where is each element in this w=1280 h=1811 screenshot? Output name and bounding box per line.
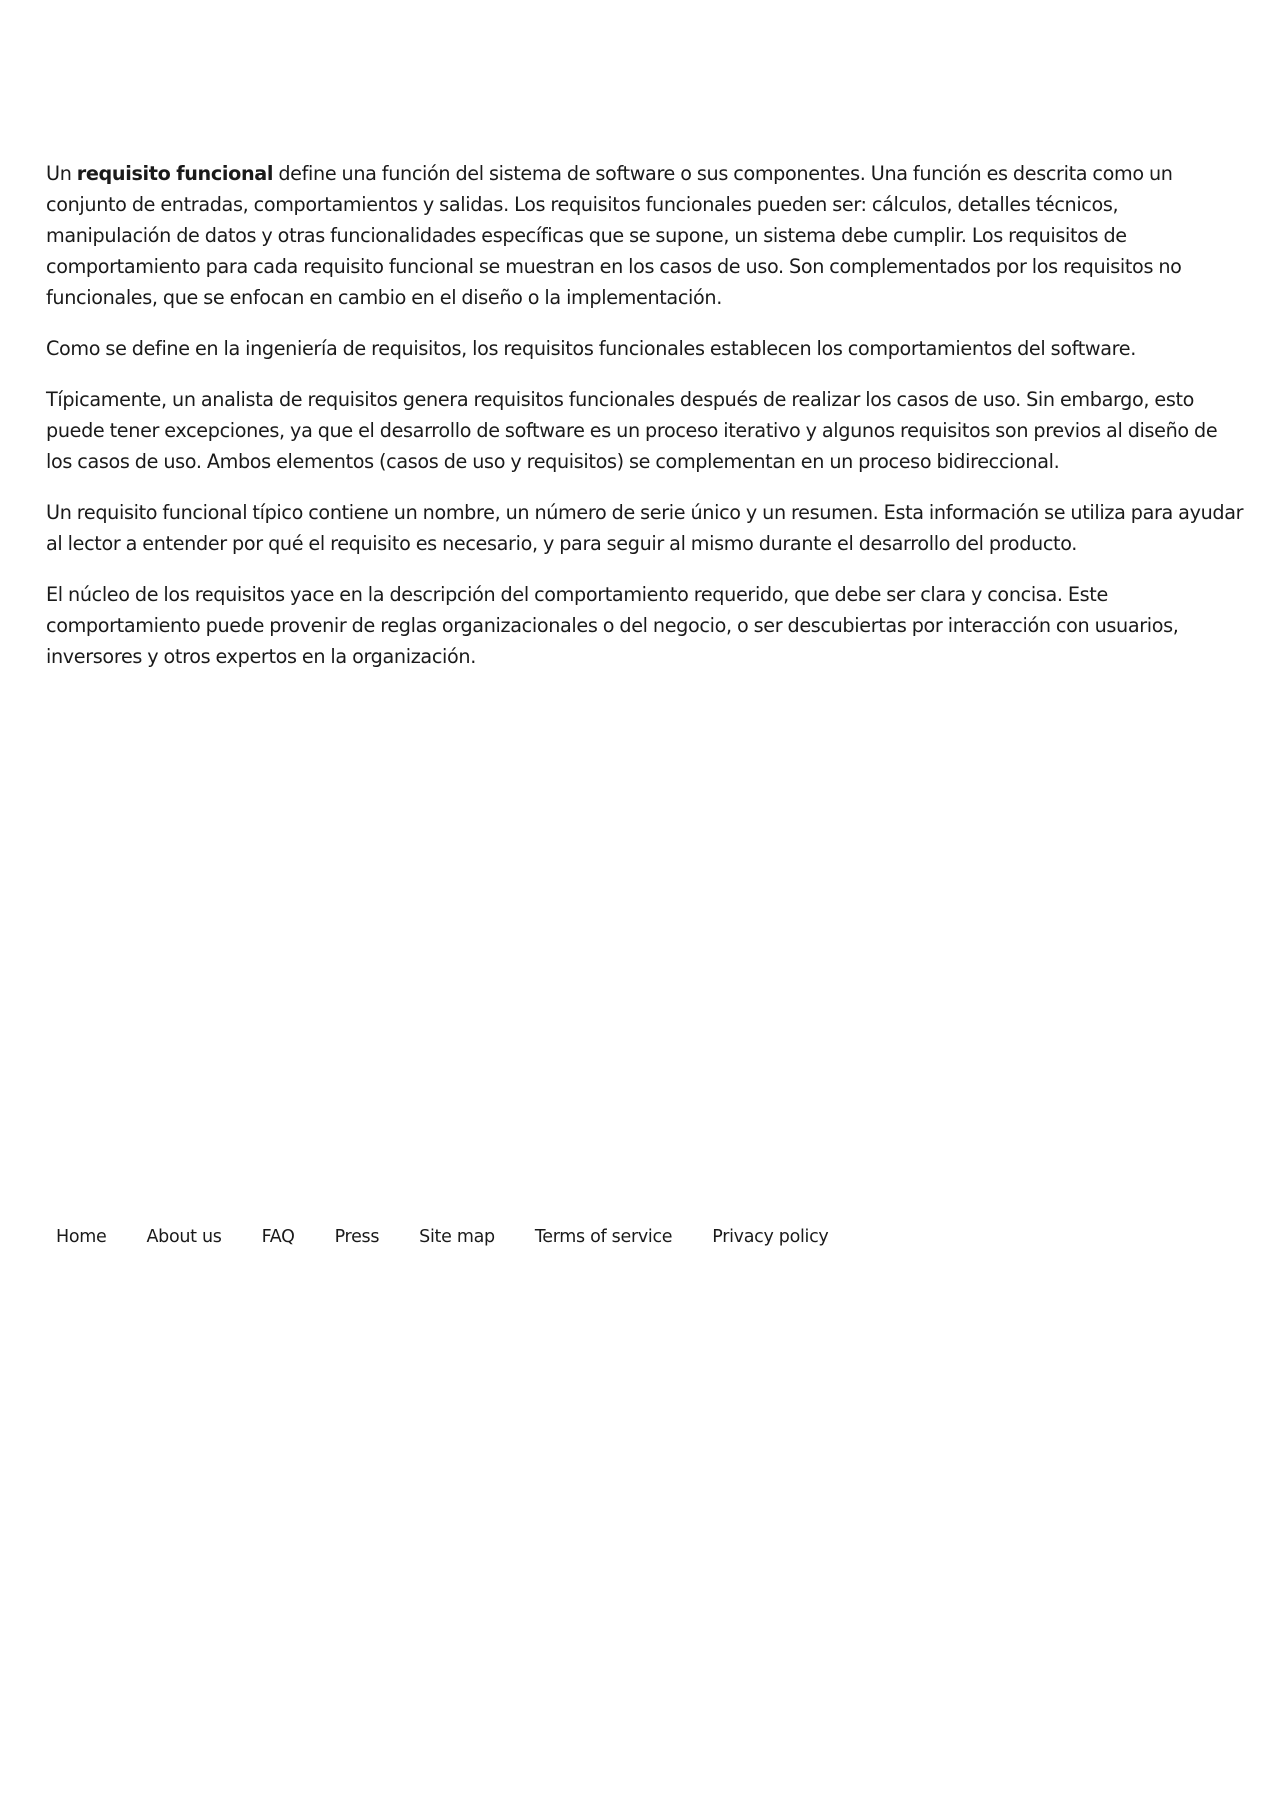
footer-link-about-us[interactable]: About us: [146, 1227, 222, 1247]
paragraph-typical: Un requisito funcional típico contiene un nombre, un número de serie único y un resumen. Esta información se utiliza para ayudar al lector a entender por qué el requisito es necesario, y para seguir al mismo durante el desarrollo del producto.: [46, 501, 1244, 555]
paragraph-engineering: Como se define en la ingeniería de requisitos, los requisitos funcionales establecen los comportamientos del software.: [46, 337, 1136, 360]
footer-link-terms-of-service[interactable]: Terms of service: [534, 1227, 673, 1247]
paragraph-rest: define una función del sistema de software o sus componentes. Una función es descrita como un conjunto de entradas, comportamientos y salidas. Los requisitos funcionales pueden ser: cálculos, detalles técnicos, manipulación de datos y otras funcionalidades específicas que se supone, un sistema debe cumplir. Los requisitos de comportamiento para cada requisito funcional se muestran en los casos de uso. Son complementados por los requisitos no funcionales, que se enfocan en cambio en el diseño o la implementación.: [46, 162, 1182, 309]
footer-link-press[interactable]: Press: [334, 1227, 380, 1247]
paragraph-definition: [46, 158, 1246, 313]
footer-link-faq[interactable]: FAQ: [261, 1227, 295, 1247]
paragraph-lead: Un: [46, 162, 77, 185]
article-body: [46, 158, 1246, 692]
footer-nav: [56, 1224, 869, 1250]
paragraph-core: El núcleo de los requisitos yace en la descripción del comportamiento requerido, que debe ser clara y concisa. Este comportamiento puede provenir de reglas organizacionales o del negocio, o ser descubiertas por interacción con usuarios, inversores y otros expertos en la organización.: [46, 583, 1179, 668]
term-bold: requisito funcional: [76, 162, 274, 185]
footer-link-privacy-policy[interactable]: Privacy policy: [712, 1227, 829, 1247]
footer-link-site-map[interactable]: Site map: [419, 1227, 495, 1247]
paragraph-analyst: Típicamente, un analista de requisitos genera requisitos funcionales después de realizar los casos de uso. Sin embargo, esto puede tener excepciones, ya que el desarrollo de software es un proceso iterativo y algunos requisitos son previos al diseño de los casos de uso. Ambos elementos (casos de uso y requisitos) se complementan en un proceso bidireccional.: [46, 388, 1218, 473]
footer-link-home[interactable]: Home: [56, 1227, 107, 1247]
